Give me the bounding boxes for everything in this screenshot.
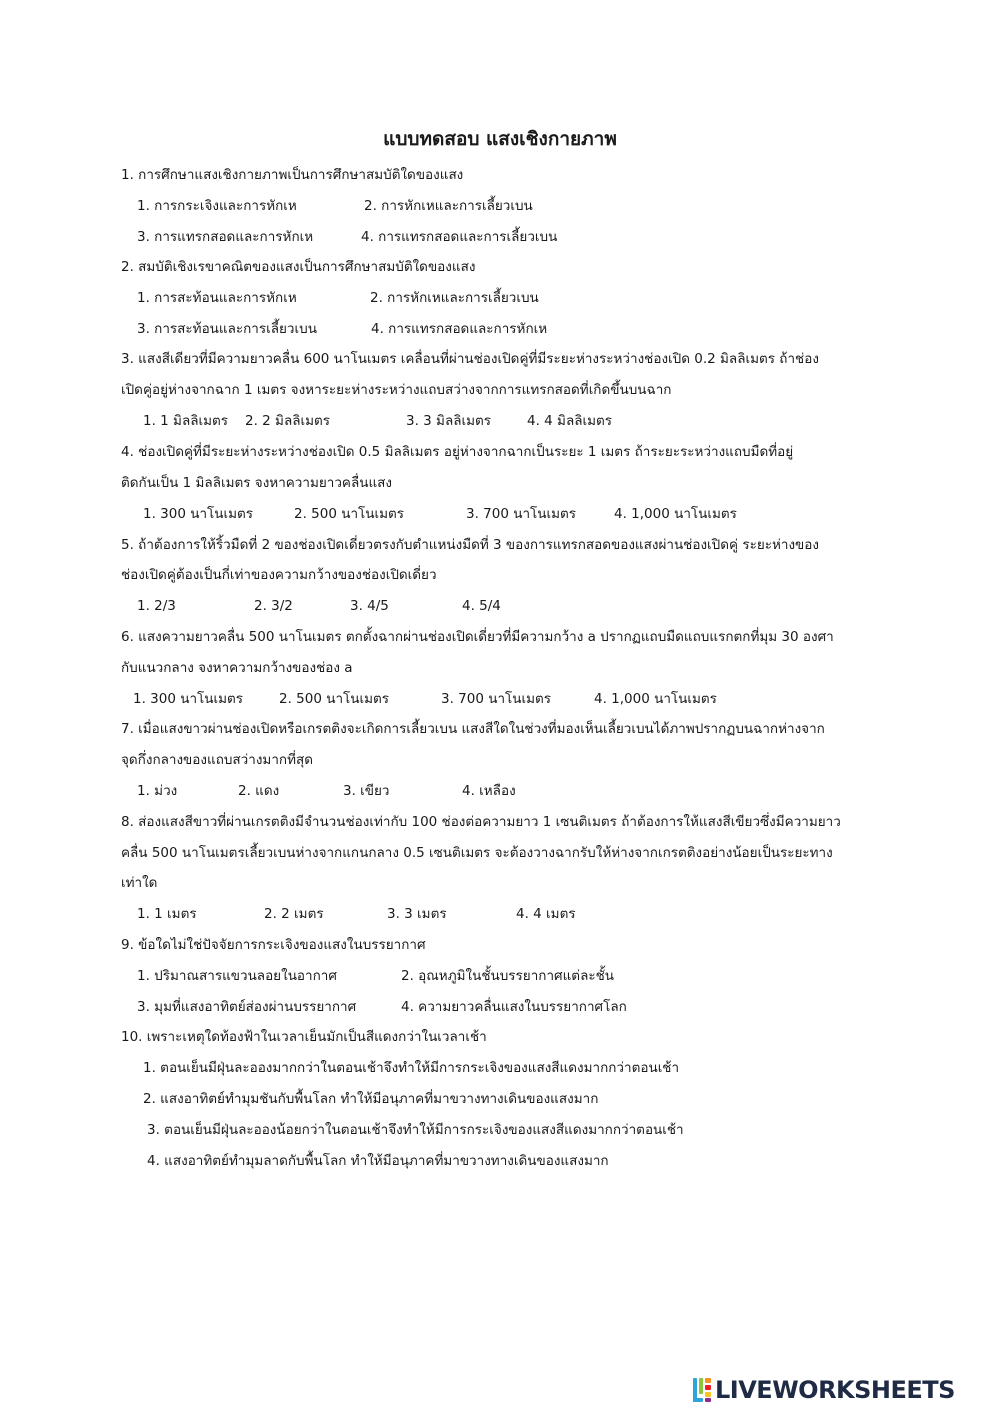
question-2-option-1[interactable]: 1. การสะท้อนและการหักเห <box>137 290 297 306</box>
liveworksheets-logo-icon <box>693 1378 711 1402</box>
page-title: แบบทดสอบ แสงเชิงกายภาพ <box>383 128 617 150</box>
question-6-option-1[interactable]: 1. 300 นาโนเมตร <box>133 691 244 707</box>
question-6-option-3[interactable]: 3. 700 นาโนเมตร <box>441 691 552 707</box>
question-3-text-line-2: เปิดคู่อยู่ห่างจากฉาก 1 เมตร จงหาระยะห่างระหว่างแถบสว่างจากการแทรกสอดที่เกิดขึ้นบนฉาก <box>121 382 672 398</box>
question-7-option-2[interactable]: 2. แดง <box>238 783 280 799</box>
question-4-option-1[interactable]: 1. 300 นาโนเมตร <box>143 506 254 522</box>
question-5-option-4[interactable]: 4. 5/4 <box>462 598 501 614</box>
question-2-text: 2. สมบัติเชิงเรขาคณิตของแสงเป็นการศึกษาสมบัติใดของแสง <box>121 259 476 275</box>
question-3-option-4[interactable]: 4. 4 มิลลิเมตร <box>527 413 613 429</box>
question-7-option-4[interactable]: 4. เหลือง <box>462 783 516 799</box>
question-10-option-2[interactable]: 2. แสงอาทิตย์ทำมุมชันกับพื้นโลก ทำให้มีอนุภาคที่มาขวางทางเดินของแสงมาก <box>143 1091 599 1107</box>
question-5-option-3[interactable]: 3. 4/5 <box>350 598 389 614</box>
question-7-option-1[interactable]: 1. ม่วง <box>137 783 178 799</box>
question-4-option-3[interactable]: 3. 700 นาโนเมตร <box>466 506 577 522</box>
question-4-option-4[interactable]: 4. 1,000 นาโนเมตร <box>614 506 737 522</box>
question-3-text-line-1: 3. แสงสีเดียวที่มีความยาวคลื่น 600 นาโนเมตร เคลื่อนที่ผ่านช่องเปิดคู่ที่มีระยะห่างระหว่างช่องเปิด 0.2 มิลลิเมตร ถ้าช่อง <box>121 351 819 367</box>
question-5-option-1[interactable]: 1. 2/3 <box>137 598 176 614</box>
question-6-option-4[interactable]: 4. 1,000 นาโนเมตร <box>594 691 717 707</box>
question-1-option-3[interactable]: 3. การแทรกสอดและการหักเห <box>137 229 314 245</box>
question-5-text-line-2: ช่องเปิดคู่ต้องเป็นกี่เท่าของความกว้างของช่องเปิดเดี่ยว <box>121 567 437 583</box>
question-9-option-3[interactable]: 3. มุมที่แสงอาทิตย์ส่องผ่านบรรยากาศ <box>137 999 357 1015</box>
question-7-text-line-1: 7. เมื่อแสงขาวผ่านช่องเปิดหรือเกรตติงจะเกิดการเลี้ยวเบน แสงสีใดในช่วงที่มองเห็นเลี้ยวเบนได้ภาพปรากฏบนฉากห่างจาก <box>121 721 825 737</box>
question-7-option-3[interactable]: 3. เขียว <box>343 783 390 799</box>
question-10-option-4[interactable]: 4. แสงอาทิตย์ทำมุมลาดกับพื้นโลก ทำให้มีอนุภาคที่มาขวางทางเดินของแสงมาก <box>147 1153 609 1169</box>
question-5-option-2[interactable]: 2. 3/2 <box>254 598 293 614</box>
question-2-option-4[interactable]: 4. การแทรกสอดและการหักเห <box>371 321 548 337</box>
question-10-text: 10. เพราะเหตุใดท้องฟ้าในเวลาเย็นมักเป็นสีแดงกว่าในเวลาเช้า <box>121 1029 487 1045</box>
question-8-option-3[interactable]: 3. 3 เมตร <box>387 906 447 922</box>
question-9-text: 9. ข้อใดไม่ใช่ปัจจัยการกระเจิงของแสงในบรรยากาศ <box>121 937 426 953</box>
question-3-option-3[interactable]: 3. 3 มิลลิเมตร <box>406 413 492 429</box>
question-9-option-4[interactable]: 4. ความยาวคลื่นแสงในบรรยากาศโลก <box>401 999 627 1015</box>
question-6-text-line-2: กับแนวกลาง จงหาความกว้างของช่อง a <box>121 660 353 676</box>
question-8-option-2[interactable]: 2. 2 เมตร <box>264 906 324 922</box>
question-4-text-line-2: ติดกันเป็น 1 มิลลิเมตร จงหาความยาวคลื่นแสง <box>121 475 392 491</box>
question-1-option-4[interactable]: 4. การแทรกสอดและการเลี้ยวเบน <box>361 229 558 245</box>
liveworksheets-logo-text: LIVEWORKSHEETS <box>715 1376 955 1404</box>
question-4-text-line-1: 4. ช่องเปิดคู่ที่มีระยะห่างระหว่างช่องเปิด 0.5 มิลลิเมตร อยู่ห่างจากฉากเป็นระยะ 1 เมตร ถ้าระยะระหว่างแถบมืดที่อยู่ <box>121 444 794 460</box>
question-3-option-1[interactable]: 1. 1 มิลลิเมตร <box>143 413 229 429</box>
question-9-option-2[interactable]: 2. อุณหภูมิในชั้นบรรยากาศแต่ละชั้น <box>401 968 614 984</box>
question-8-text-line-2: คลื่น 500 นาโนเมตรเลี้ยวเบนห่างจากแกนกลาง 0.5 เซนติเมตร จะต้องวางฉากรับให้ห่างจากเกรตติงอย่างน้อยเป็นระยะทาง <box>121 845 833 861</box>
question-10-option-1[interactable]: 1. ตอนเย็นมีฝุ่นละอองมากกว่าในตอนเช้าจึงทำให้มีการกระเจิงของแสงสีแดงมากกว่าตอนเช้า <box>143 1060 680 1076</box>
question-8-option-1[interactable]: 1. 1 เมตร <box>137 906 197 922</box>
question-8-text-line-1: 8. ส่องแสงสีขาวที่ผ่านเกรตติงมีจำนวนช่องเท่ากับ 100 ช่องต่อความยาว 1 เซนติเมตร ถ้าต้องการให้แสงสีเขียวซึ่งมีความยาว <box>121 814 841 830</box>
question-1-option-1[interactable]: 1. การกระเจิงและการหักเห <box>137 198 297 214</box>
question-8-option-4[interactable]: 4. 4 เมตร <box>516 906 576 922</box>
question-1-option-2[interactable]: 2. การหักเหและการเลี้ยวเบน <box>364 198 533 214</box>
question-2-option-3[interactable]: 3. การสะท้อนและการเลี้ยวเบน <box>137 321 317 337</box>
liveworksheets-logo <box>693 1376 955 1404</box>
question-2-option-2[interactable]: 2. การหักเหและการเลี้ยวเบน <box>370 290 539 306</box>
question-7-text-line-2: จุดกึ่งกลางของแถบสว่างมากที่สุด <box>121 752 313 768</box>
question-9-option-1[interactable]: 1. ปริมาณสารแขวนลอยในอากาศ <box>137 968 337 984</box>
question-6-text-line-1: 6. แสงความยาวคลื่น 500 นาโนเมตร ตกตั้งฉากผ่านช่องเปิดเดี่ยวที่มีความกว้าง a ปรากฏแถบมืดแถบแรกตกที่มุม 30 องศา <box>121 629 834 645</box>
question-1-text: 1. การศึกษาแสงเชิงกายภาพเป็นการศึกษาสมบัติใดของแสง <box>121 167 464 183</box>
question-6-option-2[interactable]: 2. 500 นาโนเมตร <box>279 691 390 707</box>
question-3-option-2[interactable]: 2. 2 มิลลิเมตร <box>245 413 331 429</box>
question-8-text-line-3: เท่าใด <box>121 875 158 891</box>
question-5-text-line-1: 5. ถ้าต้องการให้ริ้วมืดที่ 2 ของช่องเปิดเดี่ยวตรงกับตำแหน่งมืดที่ 3 ของการแทรกสอดของแสงผ่านช่องเปิดคู่ ระยะห่างของ <box>121 537 819 553</box>
question-4-option-2[interactable]: 2. 500 นาโนเมตร <box>294 506 405 522</box>
question-10-option-3[interactable]: 3. ตอนเย็นมีฝุ่นละอองน้อยกว่าในตอนเช้าจึงทำให้มีการกระเจิงของแสงสีแดงมากกว่าตอนเช้า <box>147 1122 684 1138</box>
